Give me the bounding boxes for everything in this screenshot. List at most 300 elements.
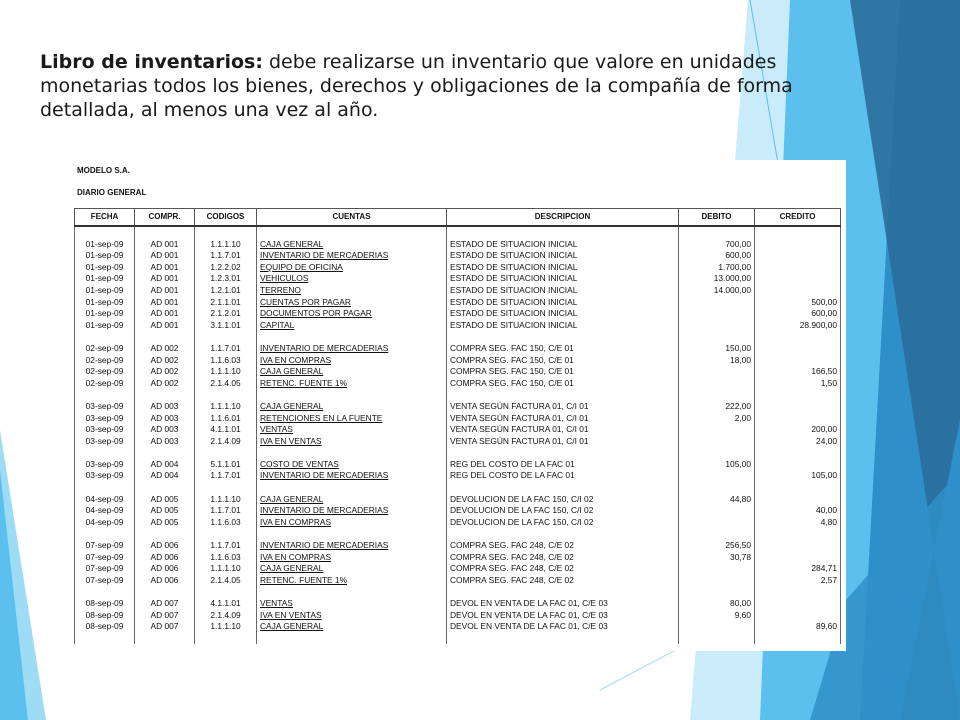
spacer-cell <box>75 331 135 343</box>
entry-voucher: AD 001 <box>135 239 195 251</box>
spacer-cell <box>135 586 195 598</box>
spacer-cell <box>755 633 841 645</box>
entry-description: COMPRA SEG. FAC 248, C/E 02 <box>447 552 679 564</box>
table-spacer-row <box>75 447 841 459</box>
entry-account-code: 1.1.1.10 <box>195 621 257 633</box>
entry-credit: 40,00 <box>755 505 841 517</box>
table-row <box>75 239 841 251</box>
header-descripcion: DESCRIPCION <box>447 209 679 227</box>
spacer-cell <box>257 586 447 598</box>
spacer-cell <box>679 331 755 343</box>
entry-description: ESTADO DE SITUACION INICIAL <box>447 297 679 309</box>
entry-debit <box>679 308 755 320</box>
entry-account-name: INVENTARIO DE MERCADERIAS <box>257 505 447 517</box>
entry-description: DEVOL EN VENTA DE LA FAC 01, C/E 03 <box>447 621 679 633</box>
entry-debit: 18,00 <box>679 355 755 367</box>
spacer-cell <box>679 586 755 598</box>
spacer-cell <box>447 528 679 540</box>
journal-title: DIARIO GENERAL <box>77 188 147 197</box>
entry-voucher: AD 001 <box>135 297 195 309</box>
table-row <box>75 285 841 297</box>
entry-account-code: 2.1.1.01 <box>195 297 257 309</box>
table-spacer-row <box>75 528 841 540</box>
entry-date: 03-sep-09 <box>75 401 135 413</box>
entry-voucher: AD 001 <box>135 273 195 285</box>
entry-date: 02-sep-09 <box>75 366 135 378</box>
spacer-cell <box>257 447 447 459</box>
entry-voucher: AD 002 <box>135 366 195 378</box>
entry-account-code: 1.2.2.02 <box>195 262 257 274</box>
entry-date: 08-sep-09 <box>75 621 135 633</box>
spacer-cell <box>679 528 755 540</box>
entry-debit: 30,78 <box>679 552 755 564</box>
entry-account-code: 1.1.1.10 <box>195 563 257 575</box>
spacer-cell <box>679 389 755 401</box>
table-row <box>75 366 841 378</box>
entry-credit <box>755 262 841 274</box>
entry-voucher: AD 003 <box>135 401 195 413</box>
spacer-cell <box>447 226 679 239</box>
entry-debit <box>679 563 755 575</box>
spacer-cell <box>75 389 135 401</box>
entry-account-name: CAJA GENERAL <box>257 366 447 378</box>
entry-credit: 500,00 <box>755 297 841 309</box>
entry-debit: 700,00 <box>679 239 755 251</box>
header-debito: DEBITO <box>679 209 755 227</box>
spacer-cell <box>75 482 135 494</box>
entry-description: VENTA SEGÚN FACTURA 01, C/I 01 <box>447 413 679 425</box>
entry-description: ESTADO DE SITUACION INICIAL <box>447 250 679 262</box>
entry-account-name: CAPITAL <box>257 320 447 332</box>
spacer-cell <box>195 528 257 540</box>
header-compr: COMPR. <box>135 209 195 227</box>
entry-account-code: 1.1.7.01 <box>195 250 257 262</box>
spacer-cell <box>447 447 679 459</box>
table-row <box>75 517 841 529</box>
entry-voucher: AD 005 <box>135 517 195 529</box>
entry-description: ESTADO DE SITUACION INICIAL <box>447 239 679 251</box>
spacer-cell <box>195 331 257 343</box>
entry-date: 03-sep-09 <box>75 459 135 471</box>
entry-account-name: CAJA GENERAL <box>257 401 447 413</box>
table-row <box>75 262 841 274</box>
entry-voucher: AD 002 <box>135 378 195 390</box>
entry-account-code: 1.1.6.03 <box>195 517 257 529</box>
entry-voucher: AD 006 <box>135 575 195 587</box>
entry-voucher: AD 001 <box>135 250 195 262</box>
spacer-cell <box>447 586 679 598</box>
table-spacer-row <box>75 226 841 239</box>
entry-account-code: 2.1.4.09 <box>195 610 257 622</box>
entry-debit: 9,60 <box>679 610 755 622</box>
entry-description: COMPRA SEG. FAC 150, C/E 01 <box>447 355 679 367</box>
entry-account-code: 1.1.6.01 <box>195 413 257 425</box>
entry-debit <box>679 505 755 517</box>
table-row <box>75 470 841 482</box>
entry-credit <box>755 239 841 251</box>
entry-credit <box>755 273 841 285</box>
table-row <box>75 401 841 413</box>
heading-body-text: debe realizarse un inventario que valore en unidades monetarias todos los bienes, derechos y obligaciones de la compañía de forma detallada, al menos una vez al año. <box>40 51 793 121</box>
entry-date: 01-sep-09 <box>75 285 135 297</box>
spacer-cell <box>75 633 135 645</box>
heading-bold-label: Libro de inventarios: <box>40 51 263 73</box>
entry-account-name: CAJA GENERAL <box>257 563 447 575</box>
entry-credit: 4,80 <box>755 517 841 529</box>
entry-voucher: AD 006 <box>135 563 195 575</box>
entry-date: 01-sep-09 <box>75 320 135 332</box>
entry-debit <box>679 297 755 309</box>
entry-debit <box>679 517 755 529</box>
spacer-cell <box>679 447 755 459</box>
entry-voucher: AD 003 <box>135 436 195 448</box>
entry-description: REG DEL COSTO DE LA FAC 01 <box>447 459 679 471</box>
table-row <box>75 563 841 575</box>
entry-date: 07-sep-09 <box>75 563 135 575</box>
spacer-cell <box>257 633 447 645</box>
table-row <box>75 424 841 436</box>
entry-account-code: 1.1.1.10 <box>195 366 257 378</box>
entry-account-name: INVENTARIO DE MERCADERIAS <box>257 250 447 262</box>
entry-voucher: AD 001 <box>135 320 195 332</box>
entry-debit <box>679 424 755 436</box>
entry-description: ESTADO DE SITUACION INICIAL <box>447 262 679 274</box>
spacer-cell <box>135 226 195 239</box>
company-name: MODELO S.A. <box>77 166 130 175</box>
entry-date: 07-sep-09 <box>75 552 135 564</box>
table-row <box>75 273 841 285</box>
entry-voucher: AD 002 <box>135 343 195 355</box>
table-spacer-row <box>75 331 841 343</box>
entry-voucher: AD 004 <box>135 470 195 482</box>
entry-description: VENTA SEGÚN FACTURA 01, C/I 01 <box>447 401 679 413</box>
spacer-cell <box>135 447 195 459</box>
spacer-cell <box>755 447 841 459</box>
entry-description: DEVOLUCION DE LA FAC 150, C/I 02 <box>447 505 679 517</box>
entry-account-name: CAJA GENERAL <box>257 494 447 506</box>
entry-date: 03-sep-09 <box>75 470 135 482</box>
spacer-cell <box>447 389 679 401</box>
spacer-cell <box>679 226 755 239</box>
spacer-cell <box>447 633 679 645</box>
entry-credit <box>755 552 841 564</box>
spacer-cell <box>447 482 679 494</box>
entry-description: DEVOLUCION DE LA FAC 150, C/I 02 <box>447 517 679 529</box>
table-row <box>75 413 841 425</box>
spacer-cell <box>257 331 447 343</box>
entry-date: 04-sep-09 <box>75 517 135 529</box>
entry-account-name: EQUIPO DE OFICINA <box>257 262 447 274</box>
entry-credit <box>755 343 841 355</box>
entry-voucher: AD 004 <box>135 459 195 471</box>
entry-credit <box>755 494 841 506</box>
spacer-cell <box>755 226 841 239</box>
entry-account-name: INVENTARIO DE MERCADERIAS <box>257 470 447 482</box>
entry-date: 04-sep-09 <box>75 505 135 517</box>
entry-credit: 200,00 <box>755 424 841 436</box>
entry-debit <box>679 470 755 482</box>
entry-date: 03-sep-09 <box>75 413 135 425</box>
entry-account-code: 1.2.1.01 <box>195 285 257 297</box>
entry-date: 07-sep-09 <box>75 575 135 587</box>
entry-voucher: AD 002 <box>135 355 195 367</box>
entry-voucher: AD 005 <box>135 494 195 506</box>
header-fecha: FECHA <box>75 209 135 227</box>
entry-description: COMPRA SEG. FAC 248, C/E 02 <box>447 563 679 575</box>
table-row <box>75 436 841 448</box>
entry-account-code: 1.1.1.10 <box>195 239 257 251</box>
entry-date: 03-sep-09 <box>75 424 135 436</box>
entry-description: VENTA SEGÚN FACTURA 01, C/I 01 <box>447 424 679 436</box>
entry-account-code: 3.1.1.01 <box>195 320 257 332</box>
entry-debit: 80,00 <box>679 598 755 610</box>
entry-voucher: AD 001 <box>135 285 195 297</box>
spacer-cell <box>755 389 841 401</box>
entry-account-code: 5.1.1.01 <box>195 459 257 471</box>
entry-description: COMPRA SEG. FAC 150, C/E 01 <box>447 378 679 390</box>
entry-account-code: 4.1.1.01 <box>195 598 257 610</box>
entry-credit <box>755 540 841 552</box>
entry-description: ESTADO DE SITUACION INICIAL <box>447 285 679 297</box>
entry-account-name: CAJA GENERAL <box>257 239 447 251</box>
table-spacer-row <box>75 482 841 494</box>
entry-date: 01-sep-09 <box>75 273 135 285</box>
entry-debit: 13.000,00 <box>679 273 755 285</box>
entry-date: 08-sep-09 <box>75 610 135 622</box>
entry-account-name: INVENTARIO DE MERCADERIAS <box>257 540 447 552</box>
entry-credit: 2,57 <box>755 575 841 587</box>
spacer-cell <box>75 586 135 598</box>
entry-date: 02-sep-09 <box>75 343 135 355</box>
spacer-cell <box>75 226 135 239</box>
spacer-cell <box>135 482 195 494</box>
entry-debit: 2,00 <box>679 413 755 425</box>
entry-debit <box>679 621 755 633</box>
entry-account-name: CAJA GENERAL <box>257 621 447 633</box>
table-row <box>75 250 841 262</box>
entry-credit: 600,00 <box>755 308 841 320</box>
entry-debit: 105,00 <box>679 459 755 471</box>
entry-description: ESTADO DE SITUACION INICIAL <box>447 320 679 332</box>
entry-credit <box>755 610 841 622</box>
entry-credit: 166,50 <box>755 366 841 378</box>
table-spacer-row <box>75 389 841 401</box>
entry-credit: 24,00 <box>755 436 841 448</box>
spacer-cell <box>755 586 841 598</box>
table-row <box>75 343 841 355</box>
spacer-cell <box>257 226 447 239</box>
spacer-cell <box>135 633 195 645</box>
entry-voucher: AD 001 <box>135 308 195 320</box>
entry-date: 02-sep-09 <box>75 355 135 367</box>
entry-voucher: AD 003 <box>135 413 195 425</box>
entry-date: 03-sep-09 <box>75 436 135 448</box>
spacer-cell <box>75 528 135 540</box>
entry-account-name: COSTO DE VENTAS <box>257 459 447 471</box>
entry-account-name: RETENC. FUENTE 1% <box>257 575 447 587</box>
entry-date: 04-sep-09 <box>75 494 135 506</box>
spacer-cell <box>195 482 257 494</box>
entry-credit <box>755 355 841 367</box>
spacer-cell <box>135 331 195 343</box>
entry-account-name: IVA EN VENTAS <box>257 436 447 448</box>
entry-description: DEVOL EN VENTA DE LA FAC 01, C/E 03 <box>447 610 679 622</box>
entry-account-name: INVENTARIO DE MERCADERIAS <box>257 343 447 355</box>
spacer-cell <box>135 528 195 540</box>
entry-voucher: AD 007 <box>135 610 195 622</box>
spacer-cell <box>75 447 135 459</box>
entry-account-code: 2.1.2.01 <box>195 308 257 320</box>
entry-debit: 44,80 <box>679 494 755 506</box>
entry-account-name: TERRENO <box>257 285 447 297</box>
table-row <box>75 505 841 517</box>
entry-debit <box>679 378 755 390</box>
journal-table-body <box>75 226 841 644</box>
entry-description: REG DEL COSTO DE LA FAC 01 <box>447 470 679 482</box>
entry-account-code: 4.1.1.01 <box>195 424 257 436</box>
entry-account-name: IVA EN COMPRAS <box>257 355 447 367</box>
entry-account-code: 1.1.7.01 <box>195 470 257 482</box>
entry-voucher: AD 006 <box>135 540 195 552</box>
entry-description: COMPRA SEG. FAC 248, C/E 02 <box>447 540 679 552</box>
table-row <box>75 610 841 622</box>
entry-account-code: 1.1.1.10 <box>195 401 257 413</box>
entry-date: 08-sep-09 <box>75 598 135 610</box>
table-row <box>75 621 841 633</box>
entry-voucher: AD 001 <box>135 262 195 274</box>
spacer-cell <box>195 633 257 645</box>
entry-credit <box>755 285 841 297</box>
header-codigos: CODIGOS <box>195 209 257 227</box>
entry-credit: 89,60 <box>755 621 841 633</box>
table-row <box>75 320 841 332</box>
table-row <box>75 540 841 552</box>
spacer-cell <box>135 389 195 401</box>
entry-credit: 284,71 <box>755 563 841 575</box>
entry-account-name: RETENC. FUENTE 1% <box>257 378 447 390</box>
entry-description: VENTA SEGÚN FACTURA 01, C/I 01 <box>447 436 679 448</box>
entry-voucher: AD 007 <box>135 598 195 610</box>
entry-account-name: VEHICULOS <box>257 273 447 285</box>
entry-description: ESTADO DE SITUACION INICIAL <box>447 273 679 285</box>
table-row <box>75 308 841 320</box>
table-row <box>75 575 841 587</box>
entry-debit <box>679 575 755 587</box>
entry-account-name: CUENTAS POR PAGAR <box>257 297 447 309</box>
table-spacer-row <box>75 633 841 645</box>
entry-account-name: IVA EN COMPRAS <box>257 517 447 529</box>
entry-date: 01-sep-09 <box>75 250 135 262</box>
journal-table <box>74 208 841 644</box>
entry-account-code: 1.1.7.01 <box>195 505 257 517</box>
entry-credit: 105,00 <box>755 470 841 482</box>
entry-credit <box>755 413 841 425</box>
entry-debit <box>679 320 755 332</box>
entry-date: 01-sep-09 <box>75 262 135 274</box>
table-row <box>75 297 841 309</box>
entry-credit <box>755 401 841 413</box>
table-row <box>75 494 841 506</box>
entry-voucher: AD 007 <box>135 621 195 633</box>
spacer-cell <box>195 447 257 459</box>
entry-debit: 14.000,00 <box>679 285 755 297</box>
entry-credit: 1,50 <box>755 378 841 390</box>
entry-account-name: DOCUMENTOS POR PAGAR <box>257 308 447 320</box>
entry-debit: 222,00 <box>679 401 755 413</box>
table-header-row <box>75 209 841 227</box>
spacer-cell <box>257 482 447 494</box>
table-row <box>75 378 841 390</box>
entry-debit: 1.700,00 <box>679 262 755 274</box>
table-row <box>75 355 841 367</box>
spacer-cell <box>195 586 257 598</box>
entry-debit: 600,00 <box>679 250 755 262</box>
entry-description: DEVOLUCION DE LA FAC 150, C/I 02 <box>447 494 679 506</box>
entry-account-name: VENTAS <box>257 424 447 436</box>
entry-voucher: AD 006 <box>135 552 195 564</box>
header-credito: CREDITO <box>755 209 841 227</box>
spacer-cell <box>195 389 257 401</box>
spacer-cell <box>257 528 447 540</box>
spacer-cell <box>755 482 841 494</box>
spacer-cell <box>447 331 679 343</box>
entry-voucher: AD 005 <box>135 505 195 517</box>
entry-account-name: VENTAS <box>257 598 447 610</box>
spacer-cell <box>257 389 447 401</box>
entry-debit: 150,00 <box>679 343 755 355</box>
entry-account-code: 1.1.7.01 <box>195 343 257 355</box>
entry-account-code: 1.1.6.03 <box>195 552 257 564</box>
entry-description: COMPRA SEG. FAC 150, C/E 01 <box>447 343 679 355</box>
table-row <box>75 459 841 471</box>
entry-account-code: 1.1.1.10 <box>195 494 257 506</box>
spacer-cell <box>679 482 755 494</box>
entry-voucher: AD 003 <box>135 424 195 436</box>
entry-date: 02-sep-09 <box>75 378 135 390</box>
entry-account-code: 2.1.4.05 <box>195 378 257 390</box>
entry-date: 01-sep-09 <box>75 308 135 320</box>
journal-ledger-image <box>72 160 846 651</box>
entry-debit <box>679 366 755 378</box>
table-spacer-row <box>75 586 841 598</box>
entry-account-code: 2.1.4.09 <box>195 436 257 448</box>
entry-description: COMPRA SEG. FAC 150, C/E 01 <box>447 366 679 378</box>
table-row <box>75 552 841 564</box>
spacer-cell <box>679 633 755 645</box>
slide-heading <box>40 50 860 122</box>
entry-date: 01-sep-09 <box>75 297 135 309</box>
entry-debit: 256,50 <box>679 540 755 552</box>
entry-description: COMPRA SEG. FAC 248, C/E 02 <box>447 575 679 587</box>
entry-account-name: RETENCIONES EN LA FUENTE <box>257 413 447 425</box>
entry-credit: 28.900,00 <box>755 320 841 332</box>
entry-account-name: IVA EN VENTAS <box>257 610 447 622</box>
entry-description: ESTADO DE SITUACION INICIAL <box>447 308 679 320</box>
entry-account-name: IVA EN COMPRAS <box>257 552 447 564</box>
entry-debit <box>679 436 755 448</box>
spacer-cell <box>755 528 841 540</box>
spacer-cell <box>195 226 257 239</box>
entry-account-code: 2.1.4.05 <box>195 575 257 587</box>
entry-credit <box>755 459 841 471</box>
table-row <box>75 598 841 610</box>
header-cuentas: CUENTAS <box>257 209 447 227</box>
entry-date: 01-sep-09 <box>75 239 135 251</box>
spacer-cell <box>755 331 841 343</box>
entry-account-code: 1.1.7.01 <box>195 540 257 552</box>
entry-description: DEVOL EN VENTA DE LA FAC 01, C/E 03 <box>447 598 679 610</box>
entry-date: 07-sep-09 <box>75 540 135 552</box>
